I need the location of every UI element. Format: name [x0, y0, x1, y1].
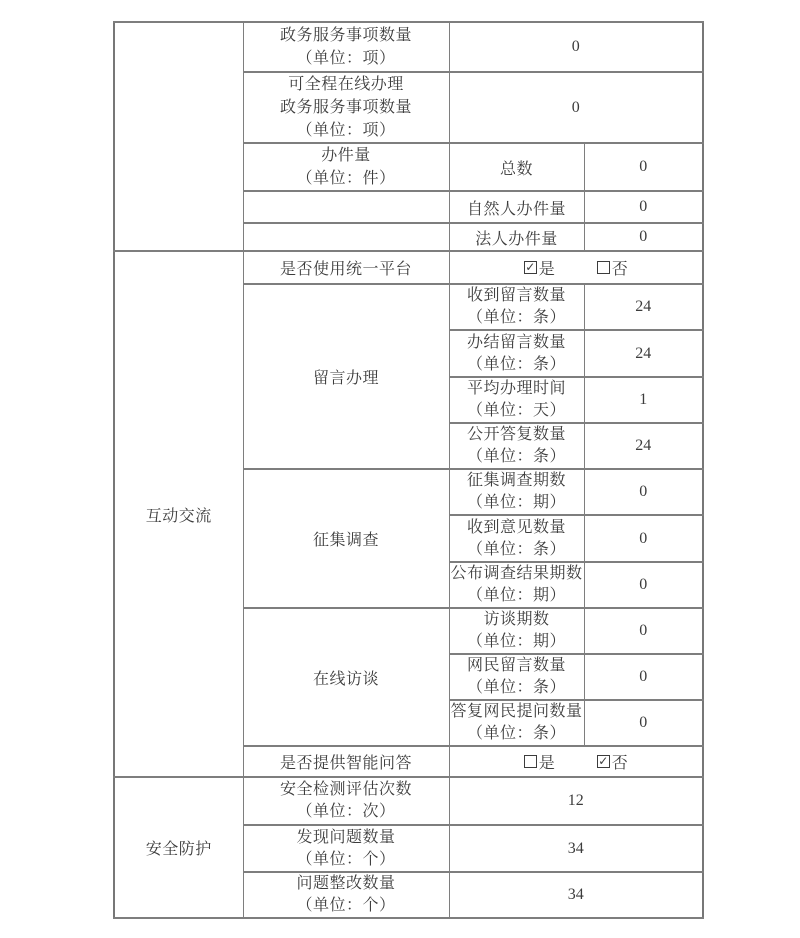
- option-yes-label: 是: [538, 261, 555, 278]
- label-line: 收到意见数量: [466, 518, 566, 536]
- sublabel-public-replies: [449, 423, 584, 469]
- option-no: [597, 750, 628, 773]
- option-no: [597, 256, 628, 279]
- label-online-service-items: [243, 72, 449, 143]
- value-netizen-questions-answered: 0: [584, 700, 703, 746]
- label-unified-platform: 是否使用统一平台: [243, 251, 449, 284]
- sublabel-opinions-received: [449, 515, 584, 562]
- checkbox-checked-icon: [597, 755, 610, 768]
- label-line: 收到留言数量: [466, 287, 566, 304]
- label-problems-rectified: [243, 872, 449, 918]
- unit-line: （单位：期）: [466, 494, 566, 511]
- option-yes: [524, 256, 555, 279]
- label-problems-found: [243, 825, 449, 872]
- label-smart-qa: 是否提供智能问答: [243, 746, 449, 777]
- sublabel-netizen-messages: [449, 654, 584, 700]
- unit-line: （单位：个）: [296, 897, 396, 914]
- unit-line: （单位：条）: [466, 355, 566, 373]
- value-interview-sessions: 0: [584, 608, 703, 654]
- group-online-interview: 在线访谈: [243, 608, 449, 746]
- label-line: 问题整改数量: [296, 875, 396, 892]
- unit-line: （单位：件）: [296, 170, 396, 187]
- value-survey-issues: 0: [584, 469, 703, 515]
- value-security-assessments: 12: [449, 777, 703, 825]
- value-legal-person: 0: [584, 223, 703, 251]
- label-line: 征集调查期数: [466, 472, 566, 489]
- checkbox-empty-icon: [524, 755, 537, 768]
- sublabel-natural-person: 自然人办件量: [449, 191, 584, 223]
- statistics-table: [113, 21, 704, 919]
- smart-qa-answer: [449, 746, 703, 777]
- value-netizen-messages: 0: [584, 654, 703, 700]
- label-line: 发现问题数量: [296, 828, 396, 846]
- value-problems-rectified: 34: [449, 872, 703, 918]
- blank-cell: [243, 223, 449, 251]
- value-opinions-received: 0: [584, 515, 703, 562]
- label-line: 政务服务事项数量: [279, 27, 412, 44]
- blank-cell: [243, 191, 449, 223]
- value-total: 0: [584, 143, 703, 191]
- sublabel-legal-person: 法人办件量: [449, 223, 584, 251]
- option-no-label: 否: [611, 755, 628, 772]
- sublabel-netizen-questions-answered: [449, 700, 584, 746]
- option-no-label: 否: [611, 261, 628, 278]
- sublabel-avg-handling-time: [449, 377, 584, 423]
- unit-line: （单位：条）: [466, 309, 566, 326]
- checkbox-checked-icon: [524, 261, 537, 274]
- value-online-service-items: 0: [449, 72, 703, 143]
- check-mark: ✓: [525, 259, 536, 274]
- unit-line: （单位：条）: [466, 448, 566, 465]
- label-line: 公布调查结果期数: [450, 565, 583, 582]
- label-line: 平均办理时间: [466, 380, 566, 397]
- unit-line: （单位：条）: [466, 725, 566, 742]
- value-service-items: 0: [449, 22, 703, 72]
- unit-line: （单位：个）: [296, 850, 396, 868]
- label-line: 安全检测评估次数: [279, 781, 412, 798]
- label-line: 可全程在线办理: [288, 76, 404, 93]
- category-cell-blank: [114, 22, 243, 251]
- label-line: 公开答复数量: [466, 426, 566, 443]
- sublabel-total: 总数: [449, 143, 584, 191]
- label-line: 网民留言数量: [466, 657, 566, 674]
- value-messages-received: 24: [584, 284, 703, 330]
- check-mark: ✓: [598, 753, 609, 768]
- sublabel-survey-results-published: [449, 562, 584, 608]
- value-natural-person: 0: [584, 191, 703, 223]
- category-security: 安全防护: [114, 777, 243, 918]
- unified-platform-answer: [449, 251, 703, 284]
- unit-line: （单位：项）: [296, 122, 396, 139]
- label-security-assessments: [243, 777, 449, 825]
- sublabel-messages-resolved: [449, 330, 584, 377]
- value-problems-found: 34: [449, 825, 703, 872]
- sublabel-messages-received: [449, 284, 584, 330]
- checkbox-group: [450, 750, 703, 773]
- category-interaction: 互动交流: [114, 251, 243, 777]
- unit-line: （单位：次）: [296, 803, 396, 820]
- label-case-volume: [243, 143, 449, 191]
- checkbox-empty-icon: [597, 261, 610, 274]
- value-messages-resolved: 24: [584, 330, 703, 377]
- value-survey-results-published: 0: [584, 562, 703, 608]
- group-survey: 征集调查: [243, 469, 449, 608]
- label-line: 政务服务事项数量: [279, 99, 412, 116]
- unit-line: （单位：期）: [466, 633, 566, 650]
- option-yes: [524, 750, 555, 773]
- label-line: 办结留言数量: [466, 333, 566, 351]
- unit-line: （单位：条）: [466, 679, 566, 696]
- unit-line: （单位：天）: [466, 402, 566, 419]
- label-line: 办件量: [321, 147, 371, 164]
- unit-line: （单位：期）: [466, 587, 566, 604]
- unit-line: （单位：项）: [296, 50, 396, 67]
- option-yes-label: 是: [538, 755, 555, 772]
- sublabel-interview-sessions: [449, 608, 584, 654]
- label-line: 答复网民提问数量: [450, 703, 583, 720]
- label-line: 访谈期数: [483, 611, 550, 628]
- unit-line: （单位：条）: [466, 540, 566, 558]
- label-service-items: [243, 22, 449, 72]
- checkbox-group: [450, 256, 703, 279]
- group-message-handling: 留言办理: [243, 284, 449, 469]
- value-avg-handling-time: 1: [584, 377, 703, 423]
- sublabel-survey-issues: [449, 469, 584, 515]
- value-public-replies: 24: [584, 423, 703, 469]
